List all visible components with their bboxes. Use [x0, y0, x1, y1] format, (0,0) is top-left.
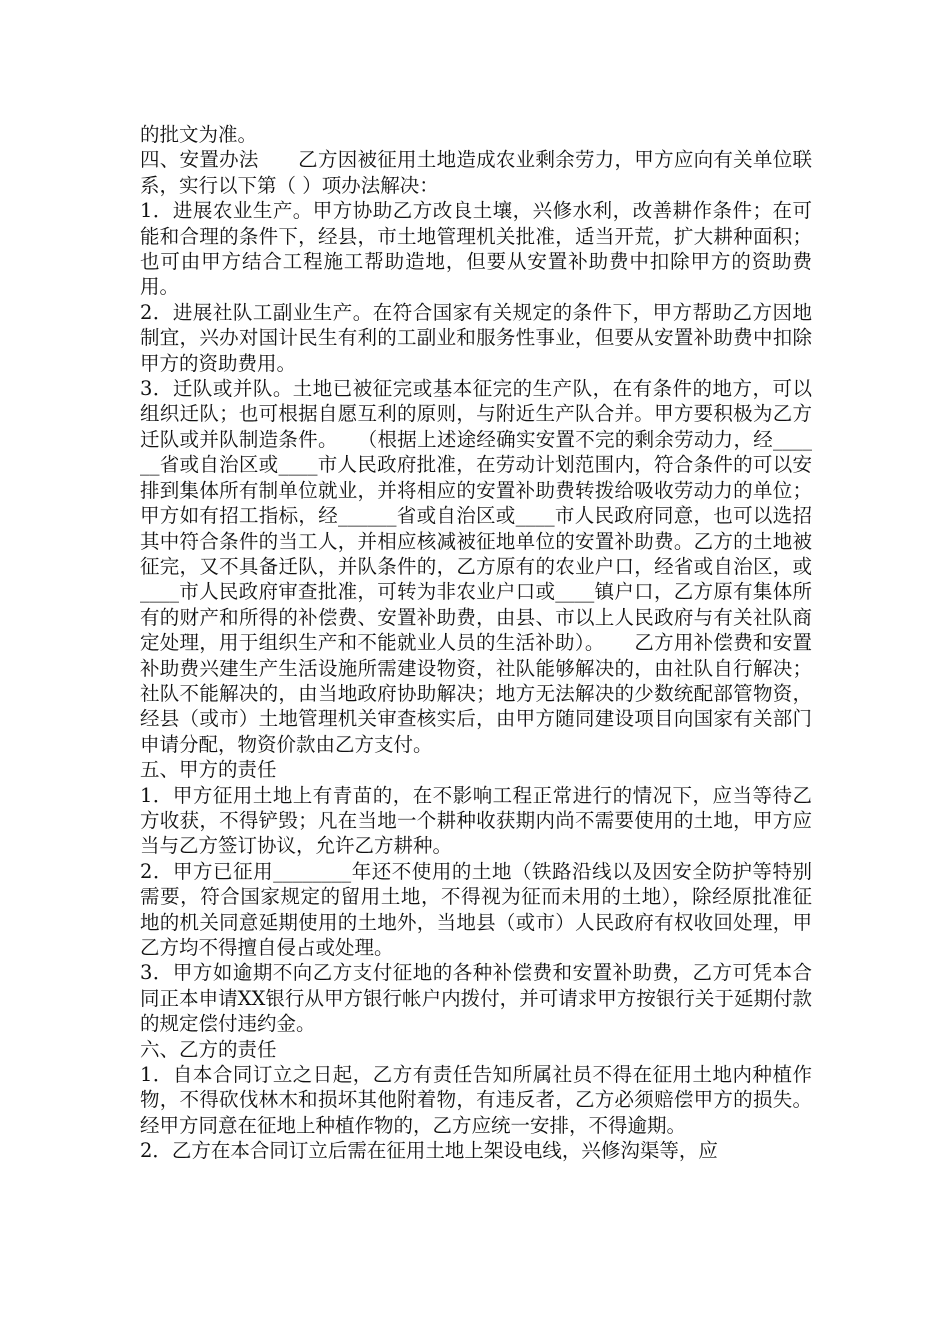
item-4-1-agriculture: 1．进展农业生产。甲方协助乙方改良土壤，兴修水利，改善耕作条件；在可能和合理的条件下，经县，市土地管理机关批准，适当开荒，扩大耕种面积；也可由甲方结合工程施工帮助造地，但要从安置补助费中扣除甲方的资助费用。: [140, 199, 812, 299]
item-5-1-crops: 1．甲方征用土地上有青苗的，在不影响工程正常进行的情况下，应当等待乙方收获，不得铲毁；凡在当地一个耕种收获期内尚不需要使用的土地，甲方应当与乙方签订协议，允许乙方耕种。: [140, 783, 812, 858]
item-4-2-sideline: 2．进展社队工副业生产。在符合国家有关规定的条件下，甲方帮助乙方因地制宜，兴办对国计民生有利的工副业和服务性事业，但要从安置补助费中扣除甲方的资助费用。: [140, 300, 812, 375]
paragraph-approval-note: 的批文为准。: [140, 123, 258, 146]
item-5-2-unused-land: 2．甲方已征用________年还不使用的土地（铁路沿线以及因安全防护等特别需要，符合国家规定的留用土地，不得视为征而未用的土地），除经原批准征地的机关同意延期使用的土地外，当地县（或市）人民政府有权收回处理，甲乙方均不得擅自侵占或处理。: [140, 859, 812, 959]
section-6-heading: 六、乙方的责任: [140, 1037, 277, 1061]
section-5-heading: 五、甲方的责任: [140, 758, 277, 782]
document-body: [140, 122, 812, 1164]
section-4-resettlement: 四、安置办法 乙方因被征用土地造成农业剩余劳力，甲方应向有关单位联系，实行以下第（ ）项办法解决：: [140, 148, 812, 197]
item-6-1-planting: 1．自本合同订立之日起，乙方有责任告知所属社员不得在征用土地内种植作物，不得砍伐林木和损坏其他附着物，有违反者，乙方必须赔偿甲方的损失。经甲方同意在征地上种植作物的，乙方应统一安排，不得逾期。: [140, 1063, 812, 1137]
item-5-3-overdue-payment: 3．甲方如逾期不向乙方支付征地的各种补偿费和安置补助费，乙方可凭本合同正本申请XX银行从甲方银行帐户内拨付，并可请求甲方按银行关于延期付款的规定偿付违约金。: [140, 961, 812, 1036]
item-6-2-construction: 2．乙方在本合同订立后需在征用土地上架设电线，兴修沟渠等，应: [140, 1139, 718, 1163]
item-4-3-relocation: 3．迁队或并队。土地已被征完或基本征完的生产队，在有条件的地方，可以组织迁队；也可根据自愿互利的原则，与附近生产队合并。甲方要积极为乙方迁队或并队制造条件。 （根据上述途经确实安置不完的剩余劳动力，经______省或自治区或____市人民政府批准，在劳动计划范围内，符合条件的可以安排到集体所有制单位就业，并将相应的安置补助费转拨给吸收劳动力的单位；甲方如有招工指标，经______省或自治区或____市人民政府同意，也可以选招其中符合条件的当工人，并相应核减被征地单位的安置补助费。乙方的土地被征完，又不具备迁队，并队条件的，乙方原有的农业户口，经省或自治区，或____市人民政府审查批准，可转为非农业户口或____镇户口，乙方原有集体所有的财产和所得的补偿费、安置补助费，由县、市以上人民政府与有关社队商定处理，用于组织生产和不能就业人员的生活补助）。 乙方用补偿费和安置补助费兴建生产生活设施所需建设物资，社队能够解决的，由社队自行解决；社队不能解决的，由当地政府协助解决；地方无法解决的少数统配部管物资，经县（或市）土地管理机关审查核实后，由甲方随同建设项目向国家有关部门申请分配，物资价款由乙方支付。: [140, 377, 812, 756]
